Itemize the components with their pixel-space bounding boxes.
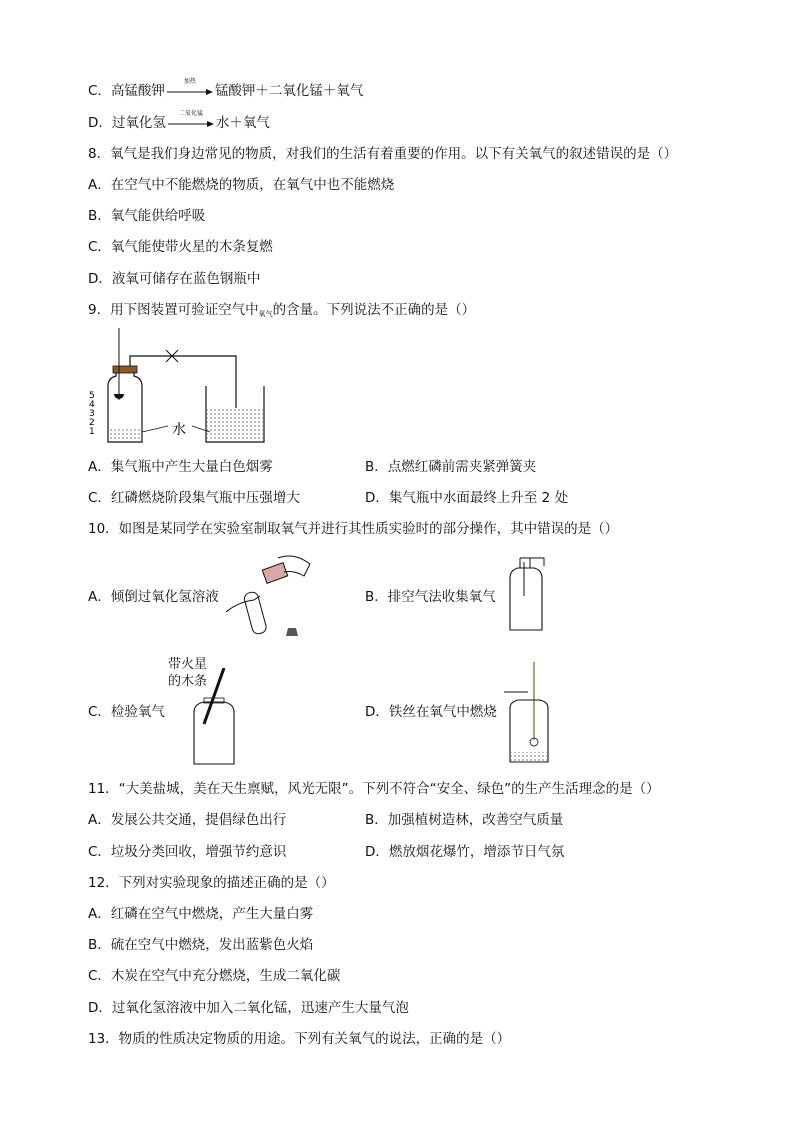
bottle-water <box>511 752 547 761</box>
jar-water <box>109 428 141 441</box>
delivery-tube <box>530 558 544 566</box>
q12-option-c: C．木炭在空气中充分燃烧，生成二氧化碳 <box>88 968 341 984</box>
scale-mark-4: 4 <box>89 400 95 410</box>
q9-option-a: A．集气瓶中产生大量白色烟雾 <box>88 459 273 475</box>
q8-option-c: C．氧气能使带火星的木条复燃 <box>88 239 273 255</box>
reaction-condition: 二氧化锰 <box>178 110 203 117</box>
test-tube <box>243 591 267 635</box>
q12-option-d: D．过氧化氢溶液中加入二氧化锰，迅速产生大量气泡 <box>88 1000 409 1016</box>
q8-stem: 8．氧气是我们身边常见的物质，对我们的生活有着重要的作用。以下有关氧气的叙述错误的是（） <box>88 146 678 162</box>
q12-option-b: B．硫在空气中燃烧，发出蓝紫色火焰 <box>88 937 314 953</box>
combustion-spoon <box>114 394 124 399</box>
q9-option-c: C．红磷燃烧阶段集气瓶中压强增大 <box>88 490 300 506</box>
q10-figure-b-collect <box>500 556 550 634</box>
rubber-stopper <box>113 366 137 373</box>
bottle-stopper <box>286 628 298 636</box>
q7-option-c: C．高锰酸钾 加热 锰酸钾＋二氧化锰＋氧气 <box>88 78 364 99</box>
q10-c-caption: 带火星 的木条 <box>168 657 208 689</box>
q8-option-d: D．液氧可储存在蓝色钢瓶中 <box>88 271 261 287</box>
q8-option-b: B．氧气能供给呼吸 <box>88 208 206 224</box>
arrow-icon <box>167 88 213 96</box>
q9-stem: 9．用下图装置可验证空气中氧气的含量。下列说法不正确的是（） <box>88 302 476 318</box>
q7-d-products: 水＋氧气 <box>215 115 270 131</box>
reagent-bottle <box>262 563 287 584</box>
q10-figure-a-pouring <box>224 552 320 640</box>
q9-apparatus-figure <box>86 328 276 446</box>
q11-option-c: C．垃圾分类回收，增强节约意识 <box>88 844 287 860</box>
reaction-arrow <box>167 78 213 98</box>
q13-stem: 13．物质的性质决定物质的用途。下列有关氧气的说法，正确的是（） <box>88 1031 511 1047</box>
scale-mark-3: 3 <box>89 409 95 419</box>
q7-d-reactant: 过氧化氢 <box>111 115 166 131</box>
arrow-icon <box>168 120 214 128</box>
q10-figure-d-iron <box>502 662 554 768</box>
q10-option-c: C．检验氧气 <box>88 704 165 720</box>
hand-left <box>226 596 260 612</box>
glowing-splint <box>204 668 224 724</box>
q12-stem: 12．下列对实验现象的描述正确的是（） <box>88 875 335 891</box>
gas-bottle <box>194 702 234 764</box>
q9-option-d: D．集气瓶中水面最终上升至 2 处 <box>365 490 569 506</box>
q7-option-d: D．过氧化氢 二氧化锰 水＋氧气 <box>88 110 270 131</box>
scale-mark-2: 2 <box>89 418 95 428</box>
q11-option-b: B．加强植树造林，改善空气质量 <box>365 812 564 828</box>
q11-option-d: D．燃放烟花爆竹，增添节日气氛 <box>365 844 565 860</box>
q10-stem: 10．如图是某同学在实验室制取氧气并进行其性质实验时的部分操作，其中错误的是（） <box>88 521 619 537</box>
scale-mark-1: 1 <box>89 427 95 437</box>
q12-option-a: A．红磷在空气中燃烧，产生大量白雾 <box>88 906 314 922</box>
beaker-water <box>207 408 263 441</box>
reaction-condition: 加热 <box>183 78 196 85</box>
q10-option-b: B．排空气法收集氧气 <box>365 589 496 605</box>
q9-stem-subscript: 氧气 <box>258 310 273 318</box>
scale-mark-5: 5 <box>89 391 95 401</box>
reaction-arrow <box>168 110 214 130</box>
q7-c-products: 锰酸钾＋二氧化锰＋氧气 <box>214 83 364 99</box>
q8-option-a: A．在空气中不能燃烧的物质，在氧气中也不能燃烧 <box>88 177 395 193</box>
q9-option-b: B．点燃红磷前需夹紧弹簧夹 <box>365 459 537 475</box>
q10-option-a: A．倾倒过氧化氢溶液 <box>88 589 219 605</box>
q10-figure-c-test <box>186 668 246 768</box>
q11-stem: 11．“大美盐城，美在天生禀赋，风光无限”。下列不符合“安全、绿色”的生产生活理念的是（） <box>88 781 660 797</box>
q10-option-d: D．铁丝在氧气中燃烧 <box>365 704 497 720</box>
gas-bottle <box>510 568 542 630</box>
water-label: 水 <box>172 422 186 438</box>
q7-c-reactant: 高锰酸钾 <box>110 83 165 99</box>
q11-option-a: A．发展公共交通，提倡绿色出行 <box>88 812 287 828</box>
